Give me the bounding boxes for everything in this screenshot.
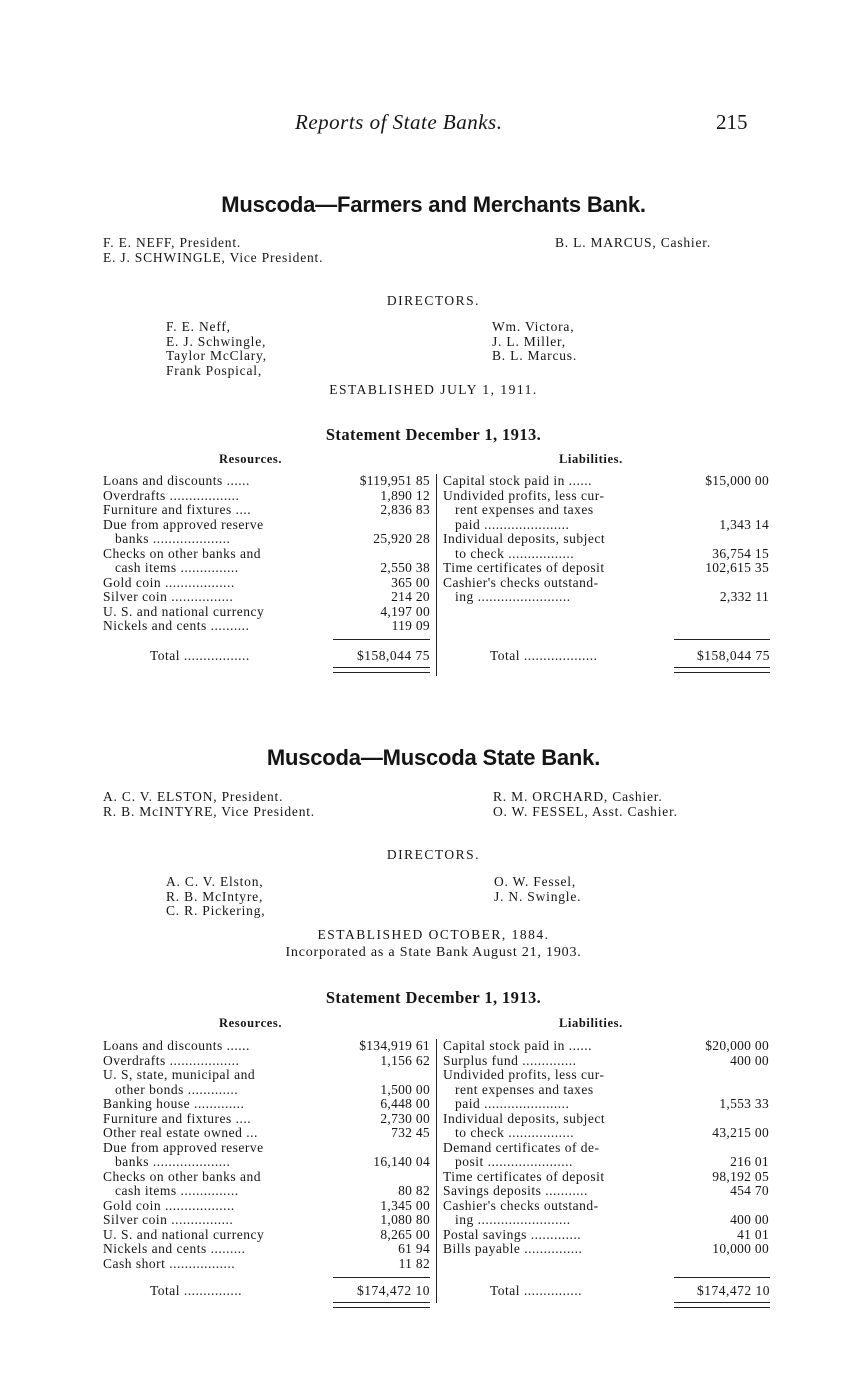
ledger-row: [443, 1213, 769, 1228]
bank2-column-divider: [436, 1039, 437, 1303]
ledger-row: [443, 1126, 769, 1141]
ledger-label: Gold coin ..................: [103, 1197, 235, 1213]
ledger-row: [103, 561, 430, 576]
ledger-row: [443, 547, 769, 562]
ledger-row: [103, 1054, 430, 1069]
ledger-label: Furniture and fixtures ....: [103, 1110, 252, 1126]
bank2-officers-left: [103, 790, 315, 819]
ledger-row: [443, 1083, 769, 1098]
bank2-total-label-left: Total ...............: [150, 1283, 243, 1298]
ledger-row: [103, 1155, 430, 1170]
bank2-liabilities-list: [443, 1039, 769, 1257]
bank1-established: ESTABLISHED JULY 1, 1911.: [329, 382, 538, 397]
ledger-row: [443, 1228, 769, 1243]
ledger-amount: 25,920 28: [373, 531, 430, 546]
ledger-label: Silver coin ................: [103, 1212, 234, 1227]
ledger-amount: 102,615 35: [705, 560, 769, 575]
ledger-label: Nickels and cents .........: [103, 1241, 246, 1256]
ledger-amount: 214 20: [391, 589, 430, 604]
bank1-director: Wm. Victora,: [492, 319, 575, 334]
ledger-label: Undivided profits, less cur-: [443, 487, 605, 503]
bank2-incorporated: Incorporated as a State Bank August 21, 1903.: [285, 945, 582, 960]
ledger-row: [443, 1039, 769, 1054]
ledger-label: banks ....................: [115, 531, 231, 546]
bank1-officer-president: F. E. NEFF, President.: [103, 235, 242, 250]
ledger-label: Individual deposits, subject: [443, 1110, 606, 1126]
ledger-label: U. S. and national currency: [103, 1226, 265, 1242]
ledger-label: Due from approved reserve: [103, 516, 264, 532]
ledger-amount: 4,197 00: [380, 603, 430, 619]
ledger-row: [443, 1054, 769, 1069]
ledger-row: [103, 605, 430, 620]
bank1-total-left: $158,044 75: [357, 648, 430, 663]
bank2-total-left: $174,472 10: [357, 1283, 430, 1298]
bank1-double-rule-right: [674, 667, 770, 673]
ledger-row: [443, 518, 769, 533]
bank1-director: Taylor McClary,: [166, 348, 267, 363]
bank2-directors-heading: DIRECTORS.: [386, 847, 481, 862]
bank2-director: R. B. McIntyre,: [166, 888, 264, 904]
ledger-label: ing ........................: [455, 1212, 571, 1227]
ledger-row: [103, 1097, 430, 1112]
bank2-statement-heading: Statement December 1, 1913.: [325, 988, 542, 1007]
ledger-label: rent expenses and taxes: [455, 1081, 594, 1097]
ledger-row: [103, 1228, 430, 1243]
ledger-label: Due from approved reserve: [103, 1139, 264, 1155]
bank2-resources-heading: Resources.: [219, 1016, 283, 1030]
bank2-director: O. W. Fessel,: [494, 874, 577, 889]
bank2-director: C. R. Pickering,: [166, 903, 266, 918]
ledger-row: [443, 576, 769, 591]
bank2-total-right: $174,472 10: [697, 1283, 770, 1298]
ledger-label: Surplus fund ..............: [443, 1052, 577, 1068]
bank1-officer-cashier: B. L. MARCUS, Cashier.: [555, 235, 711, 250]
bank1-officer-vice-president: E. J. SCHWINGLE, Vice President.: [103, 249, 324, 265]
ledger-label: Cash short .................: [103, 1255, 236, 1271]
ledger-amount: 98,192 05: [712, 1168, 769, 1184]
ledger-amount: 454 70: [730, 1183, 769, 1198]
ledger-amount: $134,919 61: [359, 1038, 430, 1053]
bank1-resources-list: [103, 474, 430, 634]
bank1-sum-rule-left: [333, 639, 430, 640]
bank1-directors-left: [166, 320, 267, 378]
ledger-label: Cashier's checks outstand-: [443, 1197, 599, 1213]
ledger-label: Undivided profits, less cur-: [443, 1067, 605, 1082]
ledger-label: posit ......................: [455, 1154, 573, 1169]
ledger-amount: 732 45: [391, 1125, 430, 1140]
bank2-officer-asst-cashier: O. W. FESSEL, Asst. Cashier.: [493, 803, 678, 819]
ledger-amount: 400 00: [730, 1052, 769, 1068]
ledger-amount: 2,550 38: [380, 560, 430, 575]
ledger-row: [103, 1199, 430, 1214]
ledger-amount: 119 09: [391, 618, 430, 633]
ledger-amount: 400 00: [730, 1212, 769, 1227]
bank1-director: F. E. Neff,: [166, 319, 231, 334]
ledger-amount: 6,448 00: [380, 1096, 430, 1111]
ledger-row: [443, 561, 769, 576]
bank1-sum-rule-right: [674, 639, 770, 640]
ledger-amount: 10,000 00: [712, 1241, 769, 1256]
ledger-row: [103, 1213, 430, 1228]
ledger-row: [103, 1068, 430, 1083]
ledger-row: [103, 619, 430, 634]
ledger-row: [103, 518, 430, 533]
ledger-row: [103, 576, 430, 591]
bank1-director: J. L. Miller,: [492, 333, 566, 349]
bank1-double-rule-left: [333, 667, 430, 673]
ledger-row: [443, 532, 769, 547]
ledger-row: [443, 474, 769, 489]
ledger-row: [443, 590, 769, 605]
ledger-amount: 2,836 83: [380, 502, 430, 517]
ledger-row: [443, 1242, 769, 1257]
ledger-row: [443, 1184, 769, 1199]
ledger-label: paid ......................: [455, 516, 570, 532]
ledger-label: Savings deposits ...........: [443, 1183, 588, 1198]
ledger-label: Cashier's checks outstand-: [443, 574, 599, 590]
bank1-directors-right: [492, 320, 577, 364]
ledger-row: [443, 1097, 769, 1112]
ledger-amount: $119,951 85: [359, 473, 430, 488]
bank1-resources-heading: Resources.: [219, 452, 283, 466]
ledger-row: [103, 1257, 430, 1272]
ledger-label: Banking house .............: [103, 1096, 245, 1111]
ledger-label: to check .................: [455, 545, 575, 561]
ledger-row: [103, 1083, 430, 1098]
ledger-row: [443, 1068, 769, 1083]
ledger-label: U. S, state, municipal and: [103, 1067, 256, 1082]
ledger-row: [103, 503, 430, 518]
ledger-label: Nickels and cents ..........: [103, 618, 250, 633]
ledger-label: Postal savings .............: [443, 1226, 582, 1242]
ledger-row: [103, 1141, 430, 1156]
ledger-label: Checks on other banks and: [103, 545, 261, 561]
ledger-amount: 41 01: [737, 1226, 769, 1242]
ledger-amount: 2,730 00: [380, 1110, 430, 1126]
ledger-amount: 16,140 04: [373, 1154, 430, 1169]
ledger-label: U. S. and national currency: [103, 603, 265, 619]
ledger-amount: 1,345 00: [380, 1197, 430, 1213]
ledger-row: [443, 503, 769, 518]
bank1-liabilities-list: [443, 474, 769, 605]
bank2-directors-left: [166, 875, 265, 919]
bank2-double-rule-right: [674, 1302, 770, 1308]
ledger-row: [103, 1039, 430, 1054]
bank1-statement-heading: Statement December 1, 1913.: [325, 425, 542, 444]
page-number: 215: [716, 110, 748, 134]
ledger-amount: 216 01: [730, 1154, 769, 1169]
ledger-row: [443, 1199, 769, 1214]
ledger-label: Gold coin ..................: [103, 574, 235, 590]
ledger-label: rent expenses and taxes: [455, 502, 594, 517]
bank2-resources-list: [103, 1039, 430, 1271]
bank1-officers-right: [555, 236, 711, 251]
ledger-amount: 1,553 33: [719, 1096, 769, 1111]
ledger-row: [103, 532, 430, 547]
ledger-label: ing ........................: [455, 589, 571, 604]
ledger-amount: 61 94: [398, 1241, 430, 1256]
ledger-label: Capital stock paid in ......: [443, 1038, 592, 1053]
ledger-label: Loans and discounts ......: [103, 473, 250, 488]
ledger-amount: 2,332 11: [719, 589, 769, 604]
ledger-row: [103, 590, 430, 605]
ledger-amount: 11 82: [398, 1255, 430, 1271]
bank2-officer-president: A. C. V. ELSTON, President.: [103, 789, 284, 804]
bank2-liabilities-heading: Liabilities.: [559, 1016, 623, 1030]
bank1-director: B. L. Marcus.: [492, 348, 578, 363]
bank1-title: Muscoda—Farmers and Merchants Bank.: [221, 192, 646, 217]
bank2-officer-cashier: R. M. ORCHARD, Cashier.: [493, 789, 663, 804]
running-header-title: Reports of State Banks.: [295, 110, 503, 134]
bank2-double-rule-left: [333, 1302, 430, 1308]
bank2-directors-right: [494, 875, 581, 904]
ledger-amount: 43,215 00: [712, 1125, 769, 1140]
ledger-amount: 365 00: [391, 574, 430, 590]
ledger-row: [443, 1170, 769, 1185]
ledger-amount: $15,000 00: [705, 473, 769, 488]
bank1-directors-heading: DIRECTORS.: [386, 293, 481, 308]
ledger-label: Individual deposits, subject: [443, 531, 606, 546]
ledger-row: [103, 1126, 430, 1141]
ledger-row: [103, 474, 430, 489]
ledger-row: [103, 1242, 430, 1257]
bank1-officers-left: [103, 236, 323, 265]
ledger-row: [103, 1184, 430, 1199]
ledger-label: paid ......................: [455, 1096, 570, 1111]
bank1-total-right: $158,044 75: [697, 648, 770, 663]
ledger-amount: 1,080 80: [380, 1212, 430, 1227]
ledger-row: [103, 547, 430, 562]
ledger-amount: 8,265 00: [380, 1226, 430, 1242]
ledger-label: Bills payable ...............: [443, 1241, 583, 1256]
ledger-label: Loans and discounts ......: [103, 1038, 250, 1053]
ledger-label: Overdrafts ..................: [103, 487, 240, 503]
bank1-total-label-left: Total .................: [150, 648, 250, 663]
ledger-row: [103, 489, 430, 504]
ledger-amount: $20,000 00: [705, 1038, 769, 1053]
bank2-established: ESTABLISHED OCTOBER, 1884.: [317, 927, 550, 942]
ledger-row: [103, 1112, 430, 1127]
ledger-label: Time certificates of deposit: [443, 560, 605, 575]
ledger-amount: 80 82: [398, 1183, 430, 1198]
ledger-row: [443, 489, 769, 504]
ledger-label: Other real estate owned ...: [103, 1125, 258, 1140]
ledger-row: [443, 1155, 769, 1170]
ledger-label: to check .................: [455, 1125, 575, 1140]
ledger-label: Furniture and fixtures ....: [103, 502, 252, 517]
ledger-label: Time certificates of deposit: [443, 1168, 605, 1184]
bank2-title: Muscoda—Muscoda State Bank.: [266, 745, 601, 770]
ledger-label: Demand certificates of de-: [443, 1139, 600, 1155]
ledger-amount: 1,500 00: [380, 1081, 430, 1097]
bank1-director: E. J. Schwingle,: [166, 333, 267, 349]
ledger-label: Checks on other banks and: [103, 1168, 261, 1184]
ledger-label: cash items ...............: [115, 560, 239, 575]
bank2-officers-right: [493, 790, 678, 819]
ledger-label: Capital stock paid in ......: [443, 473, 592, 488]
ledger-amount: 1,890 12: [380, 487, 430, 503]
ledger-label: Silver coin ................: [103, 589, 234, 604]
bank2-director: A. C. V. Elston,: [166, 874, 264, 889]
bank2-sum-rule-right: [674, 1277, 770, 1278]
ledger-label: other bonds .............: [115, 1081, 239, 1097]
bank1-total-label-right: Total ...................: [490, 648, 598, 663]
bank2-total-label-right: Total ...............: [490, 1283, 583, 1298]
ledger-amount: 1,343 14: [719, 516, 769, 532]
ledger-label: Overdrafts ..................: [103, 1052, 240, 1068]
ledger-label: banks ....................: [115, 1154, 231, 1169]
ledger-row: [443, 1141, 769, 1156]
bank2-sum-rule-left: [333, 1277, 430, 1278]
bank1-column-divider: [436, 474, 437, 676]
bank1-director: Frank Pospical,: [166, 362, 262, 378]
bank1-liabilities-heading: Liabilities.: [559, 452, 623, 466]
ledger-row: [103, 1170, 430, 1185]
bank2-director: J. N. Swingle.: [494, 888, 582, 904]
ledger-amount: 1,156 62: [380, 1052, 430, 1068]
bank2-officer-vice-president: R. B. McINTYRE, Vice President.: [103, 803, 315, 819]
ledger-row: [443, 1112, 769, 1127]
ledger-label: cash items ...............: [115, 1183, 239, 1198]
ledger-amount: 36,754 15: [712, 545, 769, 561]
